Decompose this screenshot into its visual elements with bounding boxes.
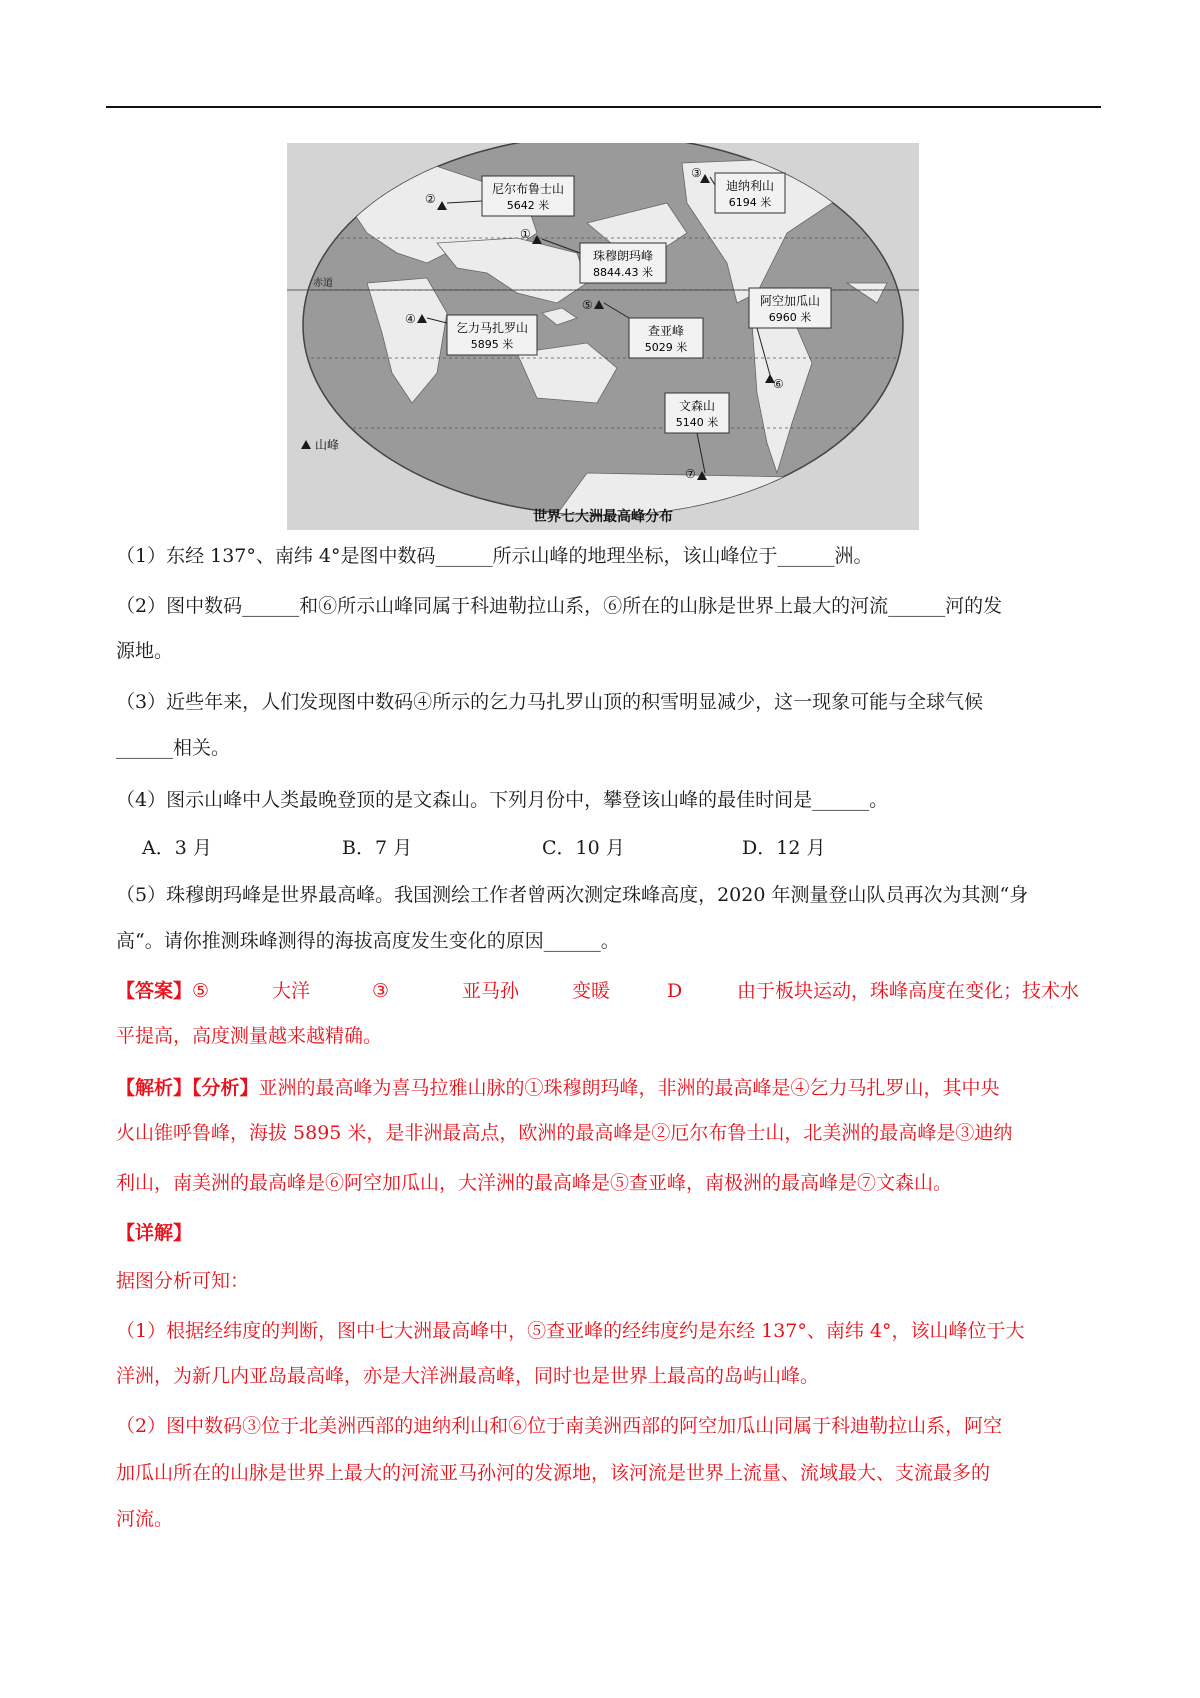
marker-7: ⑦	[685, 467, 696, 481]
question-4: （4）图示山峰中人类最晚登顶的是文森山。下列月份中，攀登该山峰的最佳时间是______。	[116, 789, 889, 811]
question-1: （1）东经 137°、南纬 4°是图中数码______所示山峰的地理坐标，该山峰位于______洲。	[116, 545, 873, 567]
detail-1-line-1: （1）根据经纬度的判断，图中七大洲最高峰中，⑤查亚峰的经纬度约是东经 137°、南纬 4°，该山峰位于大	[116, 1320, 1025, 1342]
answer-item: ⑤	[192, 980, 210, 1002]
answer-line-2: 平提高，高度测量越来越精确。	[116, 1025, 383, 1047]
option-d: D．12 月	[742, 837, 826, 859]
marker-4: ④	[405, 312, 416, 326]
marker-2: ②	[425, 192, 436, 206]
question-5-line-2: 高“。请你推测珠峰测得的海拔高度发生变化的原因______。	[116, 930, 620, 952]
svg-text:5895 米: 5895 米	[470, 338, 514, 351]
marker-5: ⑤	[582, 298, 593, 312]
peak-label-kilimanjaro	[447, 315, 537, 355]
svg-text:6960 米: 6960 米	[768, 311, 812, 324]
detail-label: 【详解】	[116, 1222, 193, 1244]
detail-2-line-2: 加瓜山所在的山脉是世界上最大的河流亚马孙河的发源地，该河流是世界上流量、流域最大、支流最多的	[116, 1462, 991, 1484]
equator-label: 赤道	[313, 278, 333, 289]
question-2-line-2: 源地。	[116, 640, 174, 662]
option-b: B．7 月	[342, 837, 413, 859]
question-4-options	[142, 833, 1127, 863]
svg-text:尼尔布鲁士山: 尼尔布鲁士山	[491, 182, 565, 196]
question-3-line-2: ______相关。	[116, 737, 231, 759]
question-3-line-1: （3）近些年来，人们发现图中数码④所示的乞力马扎罗山顶的积雪明显减少，这一现象可能与全球气候	[116, 691, 984, 713]
answer-item-last: 由于板块运动，珠峰高度在变化；技术水	[737, 980, 1080, 1002]
peak-label-puncak-jaya	[629, 318, 703, 358]
svg-text:6194 米: 6194 米	[728, 196, 772, 209]
svg-text:阿空加瓜山: 阿空加瓜山	[759, 294, 821, 308]
option-a: A．3 月	[142, 837, 212, 859]
detail-2-line-3: 河流。	[116, 1508, 174, 1530]
world-map-figure	[287, 143, 919, 530]
svg-text:5029 米: 5029 米	[644, 341, 688, 354]
analysis-line-2: 火山锥呼鲁峰，海拔 5895 米，是非洲最高点，欧洲的最高峰是②厄尔布鲁士山，北美洲的最高峰是③迪纳	[116, 1122, 1013, 1144]
question-5-line-1: （5）珠穆朗玛峰是世界最高峰。我国测绘工作者曾两次测定珠峰高度，2020 年测量登山队员再次为其测“身	[116, 884, 1029, 906]
detail-2-line-1: （2）图中数码③位于北美洲西部的迪纳利山和⑥位于南美洲西部的阿空加瓜山同属于科迪勒拉山系，阿空	[116, 1415, 1003, 1437]
peak-label-everest	[580, 243, 666, 283]
marker-6: ⑥	[773, 377, 784, 391]
question-2-line-1: （2）图中数码______和⑥所示山峰同属于科迪勒拉山系，⑥所在的山脉是世界上最大的河流______河的发	[116, 595, 1003, 617]
peak-label-aconcagua	[749, 288, 831, 328]
svg-text:文森山: 文森山	[678, 399, 716, 413]
peak-label-denali	[715, 173, 785, 213]
svg-text:迪纳利山: 迪纳利山	[725, 179, 775, 193]
svg-text:5642 米: 5642 米	[506, 199, 550, 212]
detail-intro: 据图分析可知：	[116, 1270, 250, 1292]
marker-1: ①	[520, 227, 531, 241]
answer-item: D	[667, 980, 683, 1002]
svg-text:珠穆朗玛峰: 珠穆朗玛峰	[592, 249, 654, 263]
peak-label-vinson	[665, 393, 729, 433]
analysis-line-1	[116, 1073, 1101, 1103]
analysis-text: 亚洲的最高峰为喜马拉雅山脉的①珠穆朗玛峰，非洲的最高峰是④乞力马扎罗山，其中央	[258, 1077, 1000, 1099]
marker-3: ③	[691, 166, 702, 180]
answer-line-1	[116, 976, 1101, 1006]
analysis-line-3: 利山，南美洲的最高峰是⑥阿空加瓜山，大洋洲的最高峰是⑤查亚峰，南极洲的最高峰是⑦文森山。	[116, 1172, 953, 1194]
svg-text:8844.43 米: 8844.43 米	[593, 266, 653, 279]
analysis-label: 【解析】【分析】	[116, 1077, 259, 1099]
answer-label: 【答案】	[116, 980, 193, 1002]
answer-item: ③	[372, 980, 390, 1002]
map-caption: 世界七大洲最高峰分布	[533, 509, 673, 525]
svg-text:乞力马扎罗山: 乞力马扎罗山	[455, 321, 529, 335]
header-rule	[106, 106, 1101, 108]
detail-1-line-2: 洋洲，为新几内亚岛最高峰，亦是大洋洲最高峰，同时也是世界上最高的岛屿山峰。	[116, 1365, 820, 1387]
world-map	[287, 143, 919, 530]
peak-label-elbrus	[482, 176, 574, 216]
map-legend: 山峰	[315, 438, 340, 452]
option-c: C．10 月	[542, 837, 625, 859]
answer-item: 变暖	[572, 980, 611, 1002]
svg-text:5140 米: 5140 米	[675, 416, 719, 429]
svg-text:查亚峰: 查亚峰	[647, 324, 685, 338]
answer-item: 亚马孙	[462, 980, 520, 1002]
answer-item: 大洋	[272, 980, 311, 1002]
